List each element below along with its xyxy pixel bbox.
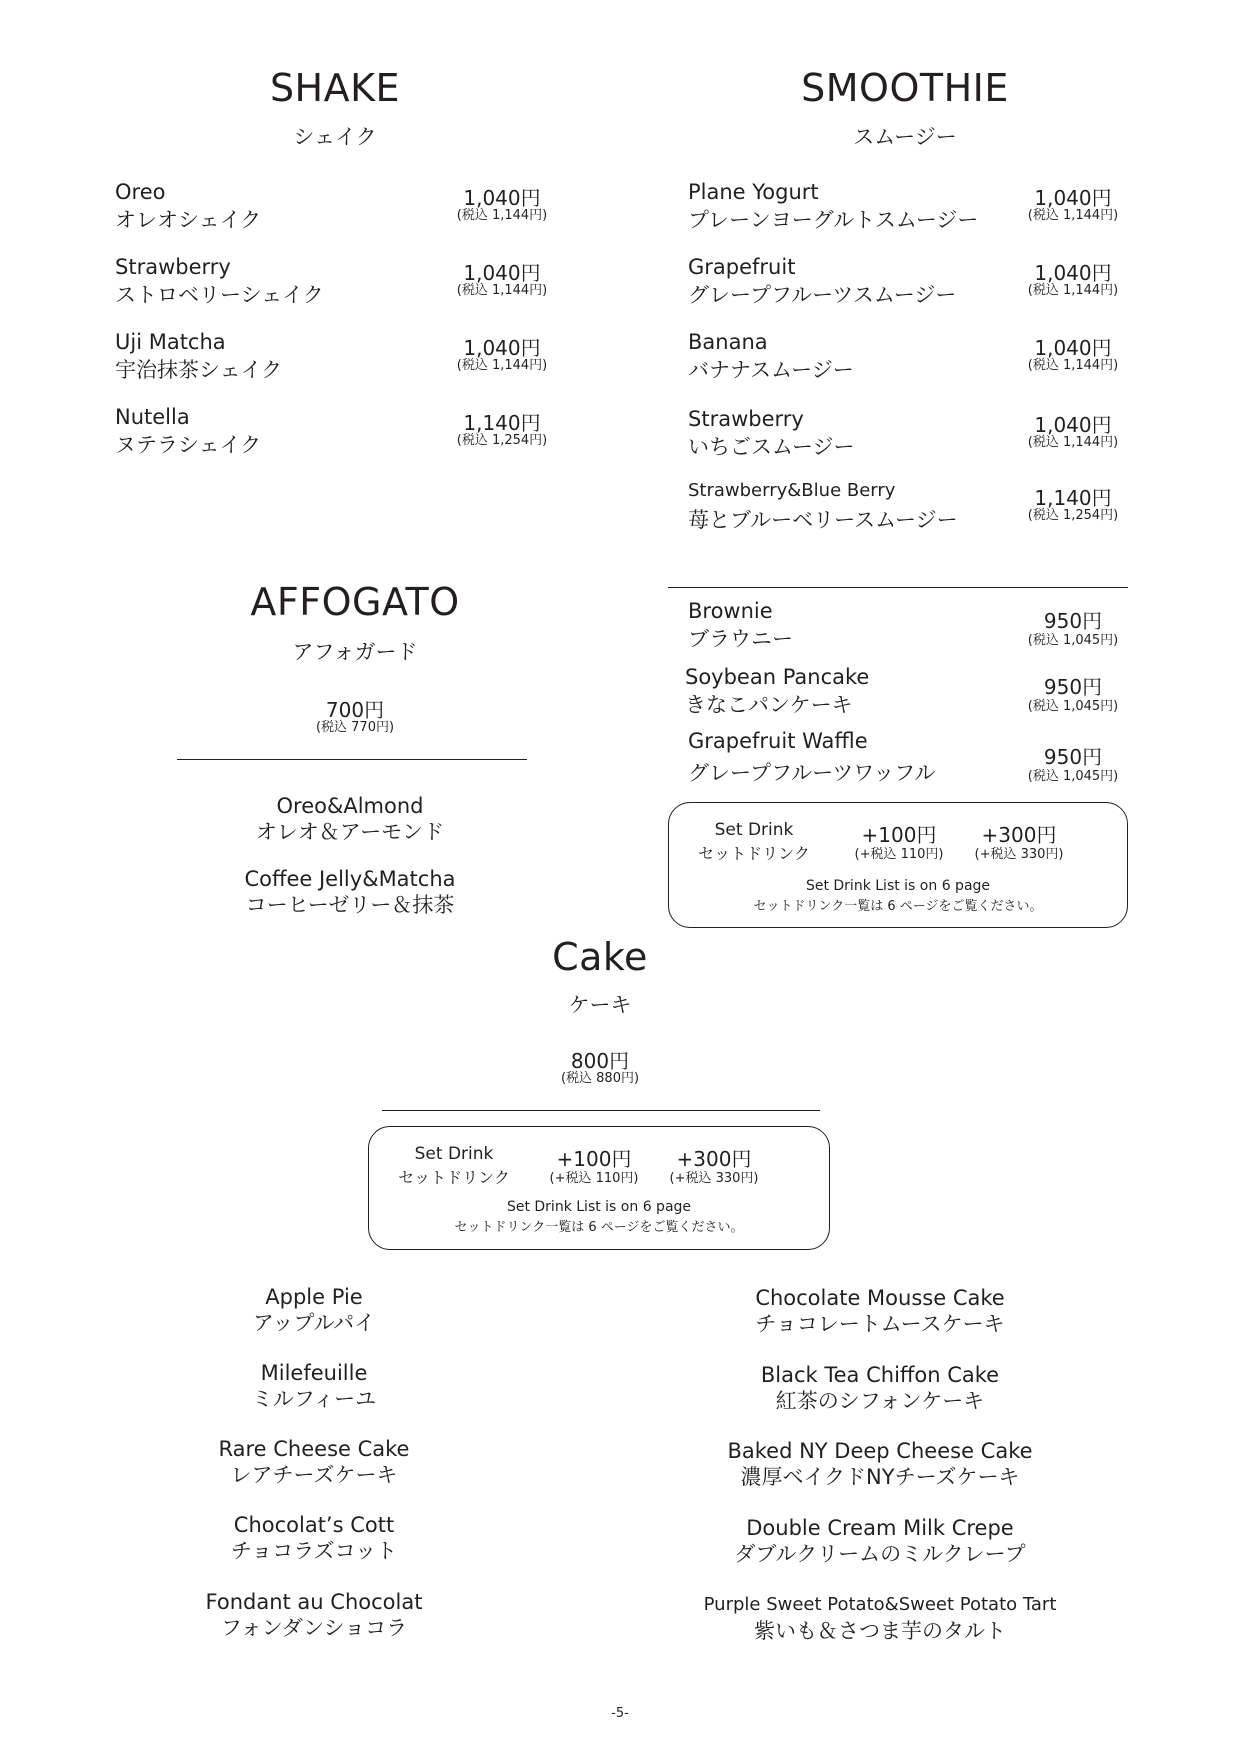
menu-item-grapefruit-waffle — [688, 729, 1128, 785]
item-tax-price: (税込 1,144円) — [1027, 435, 1119, 450]
item-price: 1,040円 — [463, 186, 541, 210]
set-drink-tax-1: (+税込 110円) — [549, 1171, 639, 1186]
item-name-jp: チョコレートムースケーキ — [755, 1312, 1005, 1336]
item-tax-price: (税込 1,144円) — [1027, 358, 1119, 373]
menu-item-shake-nutella — [115, 405, 575, 461]
item-tax-price: (税込 1,254円) — [456, 433, 548, 448]
item-name-en: Grapefruit — [688, 255, 796, 279]
item-name-en: Banana — [688, 330, 768, 354]
menu-item-brownie — [688, 599, 1128, 655]
item-name-jp: アップルパイ — [252, 1311, 376, 1335]
item-tax-price: (税込 1,254円) — [1027, 508, 1119, 523]
item-name-en: Strawberry&Blue Berry — [688, 480, 896, 501]
item-name-jp: 苺とブルーベリースムージー — [688, 508, 958, 532]
item-name-en: Purple Sweet Potato&Sweet Potato Tart — [703, 1594, 1057, 1615]
menu-item-shake-strawberry — [115, 255, 575, 311]
item-name-en: Oreo&Almond — [276, 794, 424, 818]
cake-item-purple-sweet-potato-tart — [655, 1592, 1105, 1648]
item-name-en: Strawberry — [115, 255, 231, 279]
menu-item-smoothie-strawberry-blueberry — [688, 480, 1128, 536]
affogato-divider — [177, 759, 527, 760]
smoothie-title: SMOOTHIE — [801, 66, 1009, 110]
set-drink-note-jp: セットドリンク一覧は 6 ページをご覧ください。 — [753, 899, 1043, 914]
page-number: -5- — [611, 1706, 629, 1721]
cake-title: Cake — [552, 935, 648, 979]
item-price: 950円 — [1043, 609, 1103, 633]
set-drink-price-2: +300円 — [676, 1147, 752, 1171]
menu-item-soybean-pancake — [685, 665, 1128, 721]
menu-item-shake-uji-matcha — [115, 330, 575, 386]
item-name-en: Chocolate Mousse Cake — [755, 1286, 1005, 1310]
item-name-jp: 宇治抹茶シェイク — [115, 358, 283, 382]
set-drink-label: Set Drink — [714, 820, 794, 840]
cake-price: 800円 — [570, 1049, 630, 1073]
cake-item-fondant-au-chocolat — [124, 1589, 504, 1645]
item-price: 1,140円 — [463, 411, 541, 435]
cake-item-double-cream-milk-crepe — [655, 1515, 1105, 1571]
item-name-jp: 濃厚ベイクドNYチーズケーキ — [740, 1465, 1020, 1489]
set-drink-tax-2: (+税込 330円) — [974, 847, 1064, 862]
item-price: 1,040円 — [1034, 413, 1112, 437]
set-drink-note: Set Drink List is on 6 page — [506, 1199, 692, 1215]
item-tax-price: (税込 1,144円) — [1027, 208, 1119, 223]
set-drink-label: Set Drink — [414, 1144, 494, 1164]
item-price: 1,140円 — [1034, 486, 1112, 510]
item-name-en: Soybean Pancake — [685, 665, 870, 689]
item-name-en: Double Cream Milk Crepe — [746, 1516, 1014, 1540]
cake-item-chocolats-cott — [124, 1512, 504, 1568]
item-name-en: Milefeuille — [260, 1361, 368, 1385]
item-price: 950円 — [1043, 745, 1103, 769]
set-drink-label-jp: セットドリンク — [698, 844, 810, 863]
cake-item-chocolate-mousse-cake — [655, 1285, 1105, 1341]
sweets-set-drink-box — [668, 802, 1128, 928]
menu-item-smoothie-grapefruit — [688, 255, 1128, 311]
cake-subtitle: ケーキ — [568, 993, 632, 1017]
menu-item-smoothie-plane-yogurt — [688, 180, 1128, 236]
item-name-jp: プレーンヨーグルトスムージー — [688, 208, 979, 232]
item-tax-price: (税込 1,045円) — [1027, 633, 1119, 648]
shake-subtitle: シェイク — [293, 125, 377, 149]
affogato-title: AFFOGATO — [250, 580, 460, 624]
affogato-item-coffee-jelly-matcha — [160, 866, 540, 922]
item-tax-price: (税込 1,144円) — [1027, 283, 1119, 298]
set-drink-tax-2: (+税込 330円) — [669, 1171, 759, 1186]
item-name-en: Plane Yogurt — [688, 180, 819, 204]
item-tax-price: (税込 1,144円) — [456, 358, 548, 373]
item-name-en: Oreo — [115, 180, 166, 204]
set-drink-price-2: +300円 — [981, 823, 1057, 847]
item-tax-price: (税込 1,144円) — [456, 208, 548, 223]
item-name-jp: いちごスムージー — [688, 435, 855, 459]
cake-item-rare-cheese-cake — [124, 1436, 504, 1492]
item-name-en: Black Tea Chiffon Cake — [760, 1363, 1000, 1387]
menu-item-smoothie-banana — [688, 330, 1128, 386]
item-price: 1,040円 — [463, 261, 541, 285]
item-name-en: Fondant au Chocolat — [205, 1590, 423, 1614]
item-name-jp: 紫いも＆さつま芋のタルト — [754, 1619, 1006, 1643]
cake-item-milefeuille — [124, 1360, 504, 1416]
item-name-en: Brownie — [688, 599, 773, 623]
item-name-jp: コーヒーゼリー＆抹茶 — [245, 893, 455, 917]
item-name-en: Chocolat’s Cott — [233, 1513, 395, 1537]
item-name-jp: ミルフィーユ — [251, 1387, 377, 1411]
menu-item-shake-oreo — [115, 180, 575, 236]
set-drink-label-jp: セットドリンク — [398, 1168, 510, 1187]
item-name-jp: オレオシェイク — [115, 208, 262, 232]
item-name-en: Coffee Jelly&Matcha — [244, 867, 456, 891]
item-price: 1,040円 — [1034, 261, 1112, 285]
cake-item-baked-ny-deep-cheese-cake — [655, 1438, 1105, 1494]
item-name-jp: グレープフルーツスムージー — [688, 283, 957, 307]
shake-title: SHAKE — [269, 66, 401, 110]
item-name-jp: ヌテラシェイク — [115, 433, 262, 457]
cake-tax-price: (税込 880円) — [560, 1071, 640, 1086]
item-name-jp: レアチーズケーキ — [230, 1463, 398, 1487]
item-price: 950円 — [1043, 675, 1103, 699]
cake-divider — [382, 1110, 820, 1111]
item-price: 1,040円 — [1034, 336, 1112, 360]
item-price: 1,040円 — [1034, 186, 1112, 210]
menu-item-smoothie-strawberry — [688, 407, 1128, 463]
item-name-jp: 紅茶のシフォンケーキ — [775, 1389, 985, 1413]
item-name-en: Grapefruit Waffle — [688, 729, 868, 753]
set-drink-note-jp: セットドリンク一覧は 6 ページをご覧ください。 — [454, 1220, 744, 1235]
cake-item-apple-pie — [124, 1284, 504, 1340]
affogato-item-oreo-almond — [160, 793, 540, 849]
item-name-jp: オレオ＆アーモンド — [255, 820, 445, 844]
item-name-en: Strawberry — [688, 407, 804, 431]
set-drink-price-1: +100円 — [861, 823, 937, 847]
affogato-subtitle: アフォガード — [292, 640, 418, 664]
item-name-jp: フォンダンショコラ — [220, 1616, 408, 1640]
smoothie-subtitle: スムージー — [853, 125, 957, 149]
item-name-jp: バナナスムージー — [688, 358, 854, 382]
item-name-en: Baked NY Deep Cheese Cake — [727, 1439, 1033, 1463]
cake-item-black-tea-chiffon-cake — [655, 1362, 1105, 1418]
affogato-price: 700円 — [325, 698, 385, 722]
item-tax-price: (税込 1,045円) — [1027, 769, 1119, 784]
affogato-tax-price: (税込 770円) — [315, 720, 395, 735]
item-tax-price: (税込 1,144円) — [456, 283, 548, 298]
item-name-jp: グレープフルーツワッフル — [688, 761, 936, 785]
cake-set-drink-box — [368, 1126, 830, 1250]
item-name-en: Apple Pie — [265, 1285, 363, 1309]
sweets-divider — [668, 587, 1128, 588]
item-name-en: Uji Matcha — [115, 330, 226, 354]
set-drink-tax-1: (+税込 110円) — [854, 847, 944, 862]
item-name-jp: ブラウニー — [688, 627, 793, 651]
item-name-jp: チョコラズコット — [230, 1539, 398, 1563]
item-name-en: Rare Cheese Cake — [218, 1437, 410, 1461]
item-price: 1,040円 — [463, 336, 541, 360]
set-drink-price-1: +100円 — [556, 1147, 632, 1171]
item-name-en: Nutella — [115, 405, 190, 429]
item-name-jp: ストロベリーシェイク — [115, 283, 324, 307]
item-tax-price: (税込 1,045円) — [1027, 699, 1119, 714]
item-name-jp: ダブルクリームのミルクレープ — [734, 1542, 1026, 1566]
set-drink-note: Set Drink List is on 6 page — [805, 878, 991, 894]
item-name-jp: きなこパンケーキ — [685, 693, 853, 717]
